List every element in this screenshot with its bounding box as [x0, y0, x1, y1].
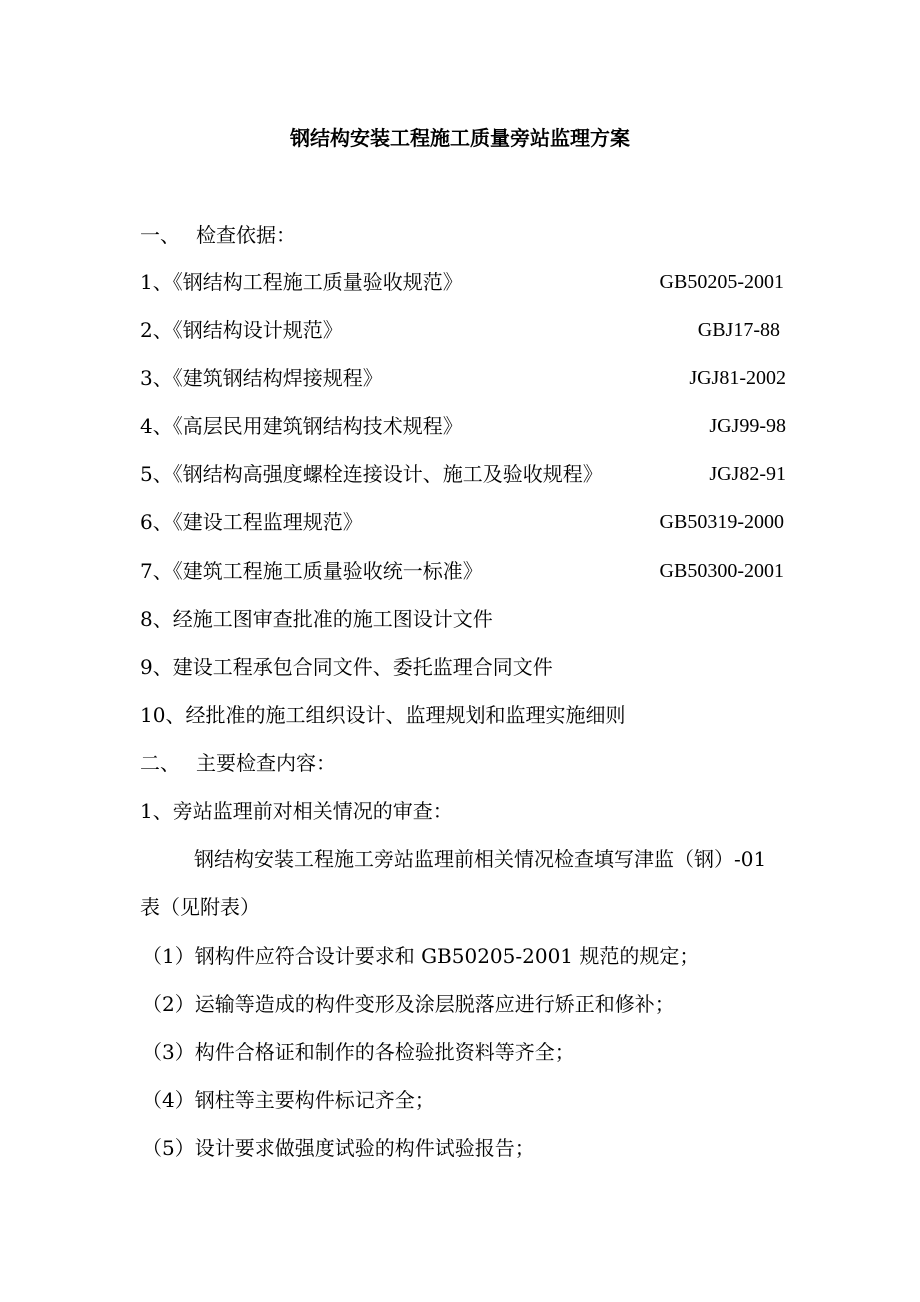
check-item: （4）钢柱等主要构件标记齐全；: [142, 1088, 435, 1112]
document-title: 钢结构安装工程施工质量旁站监理方案: [290, 126, 630, 150]
reference-item: 3、《建筑钢结构焊接规程》: [140, 366, 383, 390]
section-number: 二、: [140, 751, 180, 775]
reference-code: JGJ81-2002: [689, 367, 786, 389]
section-label: 检查依据：: [196, 223, 296, 247]
section-label: 主要检查内容：: [196, 751, 336, 775]
reference-item: 6、《建设工程监理规范》: [140, 510, 363, 534]
section-number: 一、: [140, 223, 180, 247]
check-item: （5）设计要求做强度试验的构件试验报告；: [142, 1136, 535, 1160]
reference-item: 5、《钢结构高强度螺栓连接设计、施工及验收规程》: [140, 462, 603, 486]
reference-item: 7、《建筑工程施工质量验收统一标准》: [140, 559, 483, 583]
reference-code: GB50319-2000: [659, 511, 784, 533]
reference-item: 8、经施工图审查批准的施工图设计文件: [140, 607, 493, 631]
paragraph-line: 钢结构安装工程施工旁站监理前相关情况检查填写津监（钢）-01: [194, 847, 767, 871]
check-item: （2）运输等造成的构件变形及涂层脱落应进行矫正和修补；: [142, 992, 675, 1016]
section-heading-2: [140, 749, 336, 777]
reference-code: GBJ17-88: [697, 319, 780, 341]
paragraph-line: 表（见附表）: [140, 895, 260, 919]
reference-item: 2、《钢结构设计规范》: [140, 318, 343, 342]
reference-code: GB50300-2001: [659, 560, 784, 582]
section-heading-1: [140, 221, 296, 249]
check-item: （3）构件合格证和制作的各检验批资料等齐全；: [142, 1040, 575, 1064]
reference-item: 4、《高层民用建筑钢结构技术规程》: [140, 414, 463, 438]
check-item: （1）钢构件应符合设计要求和 GB50205-2001 规范的规定；: [142, 944, 700, 968]
reference-code: GB50205-2001: [659, 271, 784, 293]
reference-item: 9、建设工程承包合同文件、委托监理合同文件: [140, 655, 553, 679]
reference-item: 10、经批准的施工组织设计、监理规划和监理实施细则: [140, 703, 626, 727]
subsection-item-1: 1、旁站监理前对相关情况的审查：: [140, 799, 453, 823]
reference-code: JGJ99-98: [709, 415, 786, 437]
reference-item: 1、《钢结构工程施工质量验收规范》: [140, 270, 463, 294]
reference-code: JGJ82-91: [709, 463, 786, 485]
